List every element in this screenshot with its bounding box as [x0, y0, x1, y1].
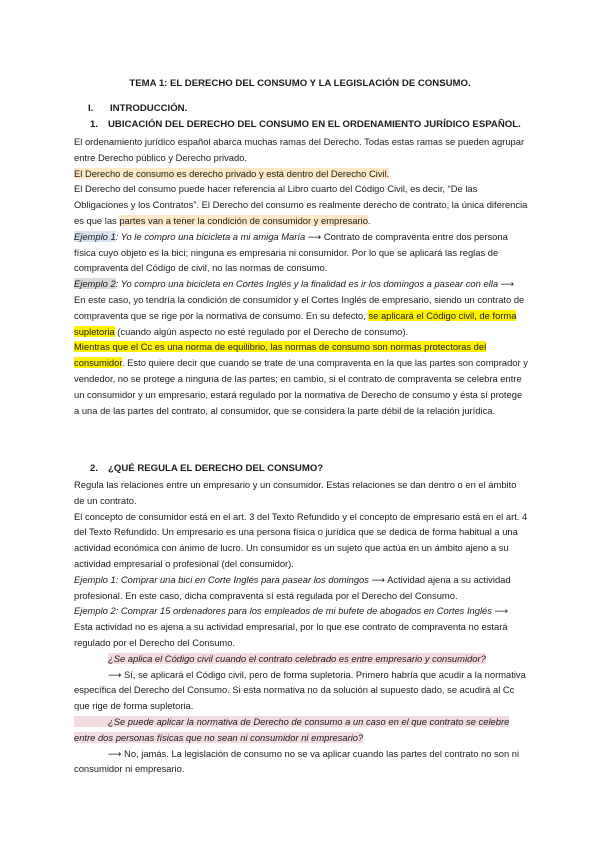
subsection-heading-que-regula: [90, 463, 323, 474]
example-1: Ejemplo 1: Yo le compro una bicicleta a mi amiga María ⟶ Contrato de compraventa entre dos persona física cuyo objeto es la bici; ninguna es empresaria ni consumidor. Por lo que se aplicará las reglas de compraventa del Código de civil, no las normas de consumo.: [74, 230, 508, 274]
paragraph: Regula las relaciones entre un empresario y un consumidor. Estas relaciones se dan dentro o en el ámbito de un contrato.: [74, 479, 517, 506]
section-1-body: [74, 134, 528, 418]
subsection-label: UBICACIÓN DEL DERECHO DEL CONSUMO EN EL ORDENAMIENTO JURÍDICO ESPAÑOL.: [108, 119, 521, 130]
subsection-number: 1.: [90, 119, 99, 130]
highlight-yellow: se aplicará el Código civil, de forma supletoria: [74, 309, 517, 337]
subsection-heading-ubicacion: [90, 119, 521, 130]
question-1: [74, 651, 528, 667]
section-2-body: [74, 477, 528, 777]
example-1: Ejemplo 1: Comprar una bici en Corte Inglés para pasear los domingos ⟶ Actividad ajena a su actividad profesional. En este caso, dicha compraventa sí está regulada por el Derecho del Consumo.: [74, 573, 511, 601]
highlight-orange: partes van a tener la condición de consumidor y empresario: [119, 214, 368, 226]
answer-1: ⟶ Sí, se aplicará el Código civil, pero de forma supletoria. Primero habría que acudir a la normativa específica del Derecho del Consumo. Si esta normativa no da solución al supuesto dado, se acudirá al Cc que rige de forma supletoria.: [74, 668, 526, 712]
highlight-pink: ¿Se aplica el Código civil cuando el contrato celebrado es entre empresario y consumidor?: [108, 652, 486, 664]
highlight-pink: ¿Se puede aplicar la normativa de Derecho de consumo a un caso en el que contrato se celebre entre dos personas físicas que no sean ni consumidor ni empresario?: [74, 715, 510, 743]
question-2: [74, 714, 528, 746]
paragraph: El Derecho del consumo puede hacer referencia al Libro cuarto del Código Civil, es decir, “De las Obligaciones y los Contratos”. El Derecho del consumo es realmente derecho de contrato, la única diferencia es que las partes van a tener la condición de consumidor y empresario.: [74, 183, 528, 226]
paragraph-highlighted: [74, 166, 528, 182]
example-label: Ejemplo 1: [74, 230, 116, 242]
highlight-orange: El Derecho de consumo es derecho privado y está dentro del Derecho Civil.: [74, 167, 390, 179]
section-number: I.: [88, 103, 94, 114]
subsection-label: ¿QUÉ REGULA EL DERECHO DEL CONSUMO?: [108, 463, 324, 474]
example-2: Ejemplo 2: Comprar 15 ordenadores para los empleados de mi bufete de abogados en Cortes Inglés ⟶ Esta actividad no es ajena a su actividad empresarial, por lo que ese contrato de compraventa no estará regulado por el Derecho del Consumo.: [74, 605, 509, 648]
paragraph: El ordenamiento jurídico español abarca muchas ramas del Derecho. Todas estas ramas se pueden agrupar entre Derecho público y Derecho privado.: [74, 136, 525, 163]
subsection-number: 2.: [90, 463, 99, 474]
document-title: TEMA 1: EL DERECHO DEL CONSUMO Y LA LEGISLACIÓN DE CONSUMO.: [129, 78, 471, 89]
answer-2: ⟶ No, jamás. La legislación de consumo no se va aplicar cuando las partes del contrato no son ni consumidor ni empresario.: [74, 747, 520, 775]
highlight-yellow: Mientras que el Cc es una norma de equilibrio, las normas de consumo son normas protectoras del consumidor: [74, 341, 487, 369]
paragraph: Mientras que el Cc es una norma de equilibrio, las normas de consumo son normas protectoras del consumidor. Esto quiere decir que cuando se trate de una compraventa en la que las partes son comprador y vendedor, no se protege a ninguna de las partes; en cambio, si el contrato de compraventa se celebra entre un consumidor y un empresario, estará regulado por la normativa de Derecho de consumo y ésta sí protege a una de las partes del contrato, al consumidor, que se considera la parte débil de la relación jurídica.: [74, 341, 528, 416]
section-label: INTRODUCCIÓN.: [110, 103, 188, 114]
example-2: Ejemplo 2: Yo compro una bicicleta en Cortes Inglés y la finalidad es ir los domingos a pasear con ella ⟶ En este caso, yo tendría la condición de consumidor y el Cortes Inglés de empresario, siendo un contrato de compraventa que se rige por la normativa de consumo. En su defecto, se aplicará el Código civil, de forma supletoria (cuando algún aspecto no esté regulado por el Derecho de consumo).: [74, 278, 525, 337]
section-heading-introduccion: [88, 103, 187, 114]
paragraph: El concepto de consumidor está en el art. 3 del Texto Refundido y el concepto de empresario está en el art. 4 del Texto Refundido. Un empresario es una persona física o jurídica que se dedica de forma habitual a una actividad económica con ánimo de lucro. Un consumidor es un sujeto que actúa en un ámbito ajeno a su actividad empresarial o profesional (del consumidor).: [74, 510, 528, 569]
example-label: Ejemplo 2: [74, 278, 116, 290]
